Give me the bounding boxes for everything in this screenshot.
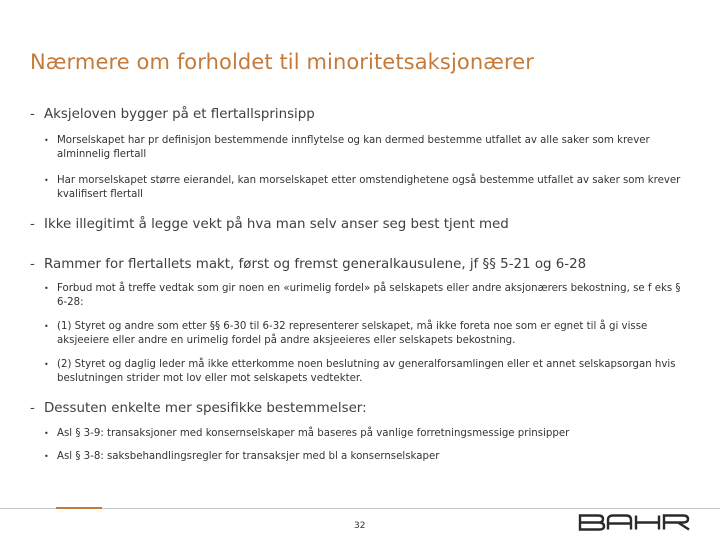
bullet-level1 bbox=[30, 400, 700, 418]
bullet-text: Forbud mot å treffe vedtak som gir noen en «urimelig fordel» på selskapets eller andre aksjonærers bekostning, se f eks § 6-28: bbox=[57, 283, 681, 308]
bullet-level2 bbox=[30, 320, 687, 348]
bullet-level2 bbox=[30, 174, 687, 202]
slide-content bbox=[30, 106, 700, 464]
dash-marker: - bbox=[30, 401, 35, 416]
bullet-text: Asl § 3-8: saksbehandlingsregler for transaksjer med bl a konsernselskaper bbox=[57, 451, 440, 462]
bullet-level2 bbox=[30, 358, 687, 386]
bullet-marker: • bbox=[44, 360, 49, 369]
bullet-text: Dessuten enkelte mer spesifikke bestemmelser: bbox=[44, 401, 367, 416]
bullet-marker: • bbox=[44, 452, 49, 461]
page-number: 32 bbox=[354, 521, 366, 531]
bullet-level1 bbox=[30, 216, 700, 234]
bullet-text: Har morselskapet større eierandel, kan morselskapet etter omstendighetene også bestemme utfallet av saker som krever kvalifisert flertall bbox=[57, 175, 681, 200]
bullet-text: Ikke illegitimt å legge vekt på hva man selv anser seg best tjent med bbox=[44, 217, 509, 232]
bullet-marker: • bbox=[44, 176, 49, 185]
dash-marker: - bbox=[30, 257, 35, 272]
dash-marker: - bbox=[30, 217, 35, 232]
bullet-level1 bbox=[30, 106, 700, 124]
bullet-text: (2) Styret og daglig leder må ikke etterkomme noen beslutning av generalforsamlingen eller et annet selskapsorgan hvis beslutningen strider mot lov eller mot selskapets vedtekter. bbox=[57, 359, 676, 384]
bullet-marker: • bbox=[44, 322, 49, 331]
bullet-level2 bbox=[30, 282, 687, 310]
bullet-level2 bbox=[30, 450, 687, 464]
bullet-marker: • bbox=[44, 136, 49, 145]
bullet-marker: • bbox=[44, 429, 49, 438]
dash-marker: - bbox=[30, 107, 35, 122]
footer-divider bbox=[0, 508, 720, 509]
bullet-text: (1) Styret og andre som etter §§ 6-30 til 6-32 representerer selskapet, må ikke foreta noe som er egnet til å gi visse aksjeeiere eller andre en urimelig fordel på andre aksjeeieres eller selskapets bekostning. bbox=[57, 321, 648, 346]
bullet-level1 bbox=[30, 256, 700, 274]
bullet-level2 bbox=[30, 134, 687, 162]
footer-accent-bar bbox=[56, 507, 102, 509]
bullet-text: Rammer for flertallets makt, først og fremst generalkausulene, jf §§ 5-21 og 6-28 bbox=[44, 257, 587, 272]
bullet-level2 bbox=[30, 427, 687, 441]
bullet-text: Asl § 3-9: transaksjoner med konsernselskaper må baseres på vanlige forretningsmessige prinsipper bbox=[57, 428, 570, 439]
slide-title: Nærmere om forholdet til minoritetsaksjonærer bbox=[30, 50, 535, 74]
bullet-marker: • bbox=[44, 284, 49, 293]
bahr-logo bbox=[578, 514, 691, 531]
bullet-text: Morselskapet har pr definisjon bestemmende innflytelse og kan dermed bestemme utfallet av alle saker som krever alminnelig flertall bbox=[57, 135, 650, 160]
bullet-text: Aksjeloven bygger på et flertallsprinsipp bbox=[44, 107, 315, 122]
